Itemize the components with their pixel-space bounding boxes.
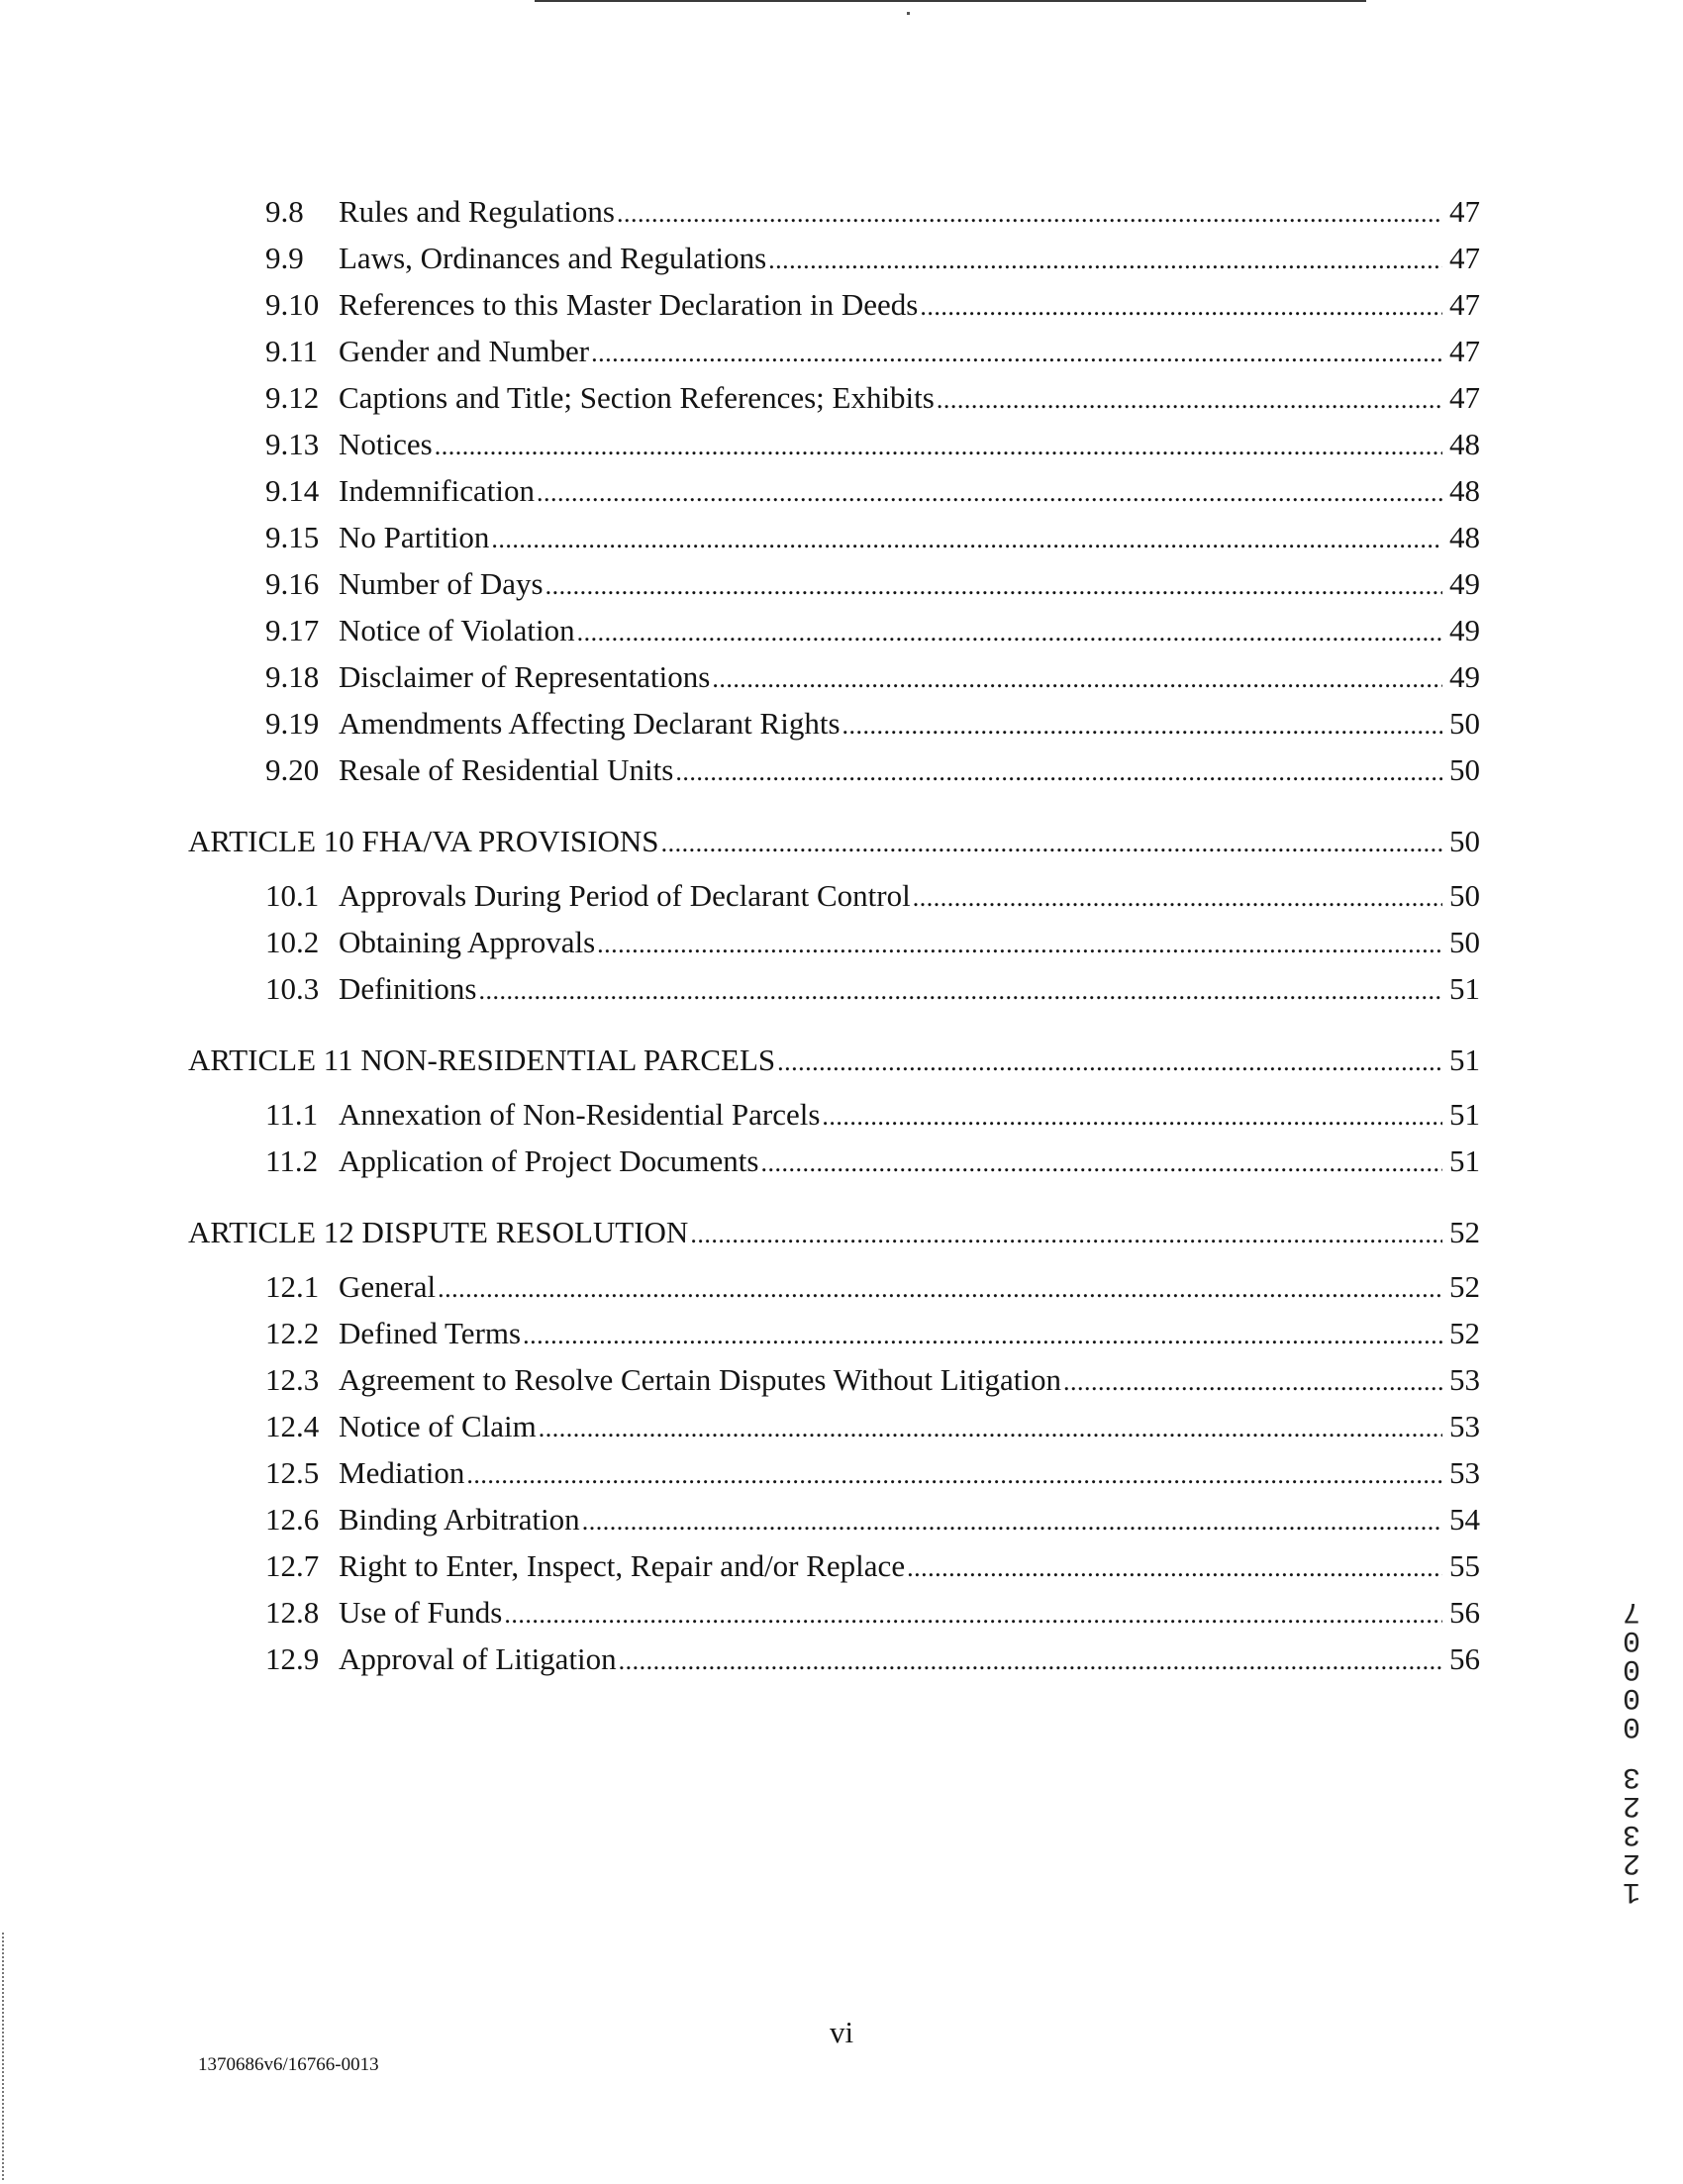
dot-leader — [479, 965, 1443, 1014]
section-number: 11.2 — [265, 1143, 319, 1178]
entry-title: Definitions — [339, 971, 477, 1006]
dot-leader — [661, 818, 1442, 866]
section-number: 9.11 — [265, 334, 319, 368]
section-number: 9.10 — [265, 287, 320, 322]
page-reference: 48 — [1449, 473, 1480, 508]
page-reference: 49 — [1449, 566, 1480, 601]
dot-leader — [577, 607, 1442, 655]
dot-leader — [768, 235, 1442, 283]
toc-section-entry — [188, 1138, 1480, 1184]
stamp-digit: 2 — [1623, 1845, 1641, 1879]
dot-leader — [537, 467, 1442, 516]
toc-section-entry — [188, 965, 1480, 1012]
dot-leader — [591, 328, 1442, 376]
entry-title: Laws, Ordinances and Regulations — [339, 241, 767, 275]
page-reference: 52 — [1449, 1215, 1480, 1249]
dot-leader — [438, 1263, 1442, 1312]
toc-section-entry — [188, 1356, 1480, 1403]
entry-title: Captions and Title; Section References; Exhibits — [339, 380, 935, 415]
dot-leader — [619, 1636, 1442, 1684]
entry-title: Approvals During Period of Declarant Control — [339, 878, 911, 913]
entry-title: Application of Project Documents — [339, 1143, 759, 1178]
section-number: 10.2 — [265, 925, 320, 959]
section-number: 12.1 — [265, 1269, 320, 1304]
toc-article-entry — [188, 1037, 1480, 1083]
entry-title: Use of Funds — [339, 1595, 503, 1630]
section-number: 9.8 — [265, 194, 304, 229]
section-number: 12.8 — [265, 1595, 320, 1630]
page-reference: 51 — [1449, 971, 1480, 1006]
entry-title: Amendments Affecting Declarant Rights — [339, 706, 841, 741]
page-reference: 49 — [1449, 613, 1480, 647]
section-number: 11.1 — [265, 1097, 319, 1132]
dot-leader — [690, 1209, 1442, 1257]
page-reference: 52 — [1449, 1269, 1480, 1304]
dot-leader — [937, 374, 1442, 423]
section-number: 12.3 — [265, 1362, 320, 1397]
stamp-digit: 0 — [1623, 1651, 1641, 1685]
dot-leader — [907, 1542, 1442, 1591]
entry-title: Notice of Violation — [339, 613, 575, 647]
section-number: 9.18 — [265, 659, 320, 694]
page-reference: 56 — [1449, 1641, 1480, 1676]
toc-section-entry — [188, 1542, 1480, 1589]
entry-title: Approval of Litigation — [339, 1641, 617, 1676]
entry-title: General — [339, 1269, 437, 1304]
dot-leader — [1063, 1356, 1442, 1405]
entry-title: References to this Master Declaration in Deeds — [339, 287, 919, 322]
section-number: 9.19 — [265, 706, 320, 741]
page-reference: 51 — [1449, 1143, 1480, 1178]
toc-section-entry — [188, 1403, 1480, 1449]
page-reference: 47 — [1449, 194, 1480, 229]
toc-section-entry — [188, 1636, 1480, 1682]
stamp-digit: 0 — [1623, 1709, 1641, 1742]
entry-title: ARTICLE 10 FHA/VA PROVISIONS — [188, 824, 659, 858]
dot-leader — [842, 700, 1442, 748]
dot-leader — [523, 1310, 1442, 1358]
toc-section-entry — [188, 653, 1480, 700]
dot-leader — [617, 188, 1442, 237]
toc-section-entry — [188, 1496, 1480, 1542]
page-reference: 50 — [1449, 925, 1480, 959]
dot-leader — [913, 872, 1442, 921]
toc-section-entry — [188, 700, 1480, 746]
page-reference: 48 — [1449, 427, 1480, 461]
entry-title: Gender and Number — [339, 334, 590, 368]
entry-title: Defined Terms — [339, 1316, 522, 1350]
page-reference: 47 — [1449, 334, 1480, 368]
entry-title: Disclaimer of Representations — [339, 659, 711, 694]
entry-title: ARTICLE 11 NON-RESIDENTIAL PARCELS — [188, 1042, 776, 1077]
section-number: 9.12 — [265, 380, 320, 415]
section-number: 12.9 — [265, 1641, 320, 1676]
stamp-digit: 0 — [1623, 1680, 1641, 1714]
section-number: 9.14 — [265, 473, 320, 508]
section-number: 10.1 — [265, 878, 320, 913]
top-scan-rule — [535, 0, 1366, 2]
entry-title: Resale of Residential Units — [339, 752, 674, 787]
page-reference: 51 — [1449, 1042, 1480, 1077]
table-of-contents — [188, 188, 1480, 1682]
entry-title: Indemnification — [339, 473, 535, 508]
section-number: 12.5 — [265, 1455, 320, 1490]
page-reference: 47 — [1449, 287, 1480, 322]
recording-stamp — [1612, 1594, 1651, 1908]
toc-section-entry — [188, 919, 1480, 965]
entry-title: Number of Days — [339, 566, 544, 601]
page-reference: 51 — [1449, 1097, 1480, 1132]
section-number: 10.3 — [265, 971, 320, 1006]
page-reference: 49 — [1449, 659, 1480, 694]
section-number: 12.2 — [265, 1316, 320, 1350]
toc-section-entry — [188, 374, 1480, 421]
section-number: 9.20 — [265, 752, 320, 787]
entry-title: ARTICLE 12 DISPUTE RESOLUTION — [188, 1215, 689, 1249]
dot-leader — [504, 1589, 1442, 1638]
section-number: 9.9 — [265, 241, 304, 275]
page-reference: 54 — [1449, 1502, 1480, 1537]
stamp-digit — [1612, 1739, 1651, 1761]
dot-leader — [597, 919, 1442, 967]
page-reference: 55 — [1449, 1548, 1480, 1583]
margin-scan-marks — [2, 1933, 7, 2180]
page-reference: 50 — [1449, 752, 1480, 787]
dot-leader — [920, 281, 1442, 330]
dot-leader — [466, 1449, 1442, 1498]
toc-section-entry — [188, 560, 1480, 607]
stamp-digit: 3 — [1623, 1759, 1641, 1793]
toc-section-entry — [188, 281, 1480, 328]
section-number: 9.13 — [265, 427, 320, 461]
stamp-digit: 1 — [1623, 1874, 1641, 1908]
dot-leader — [582, 1496, 1442, 1544]
dot-leader — [760, 1138, 1442, 1186]
toc-section-entry — [188, 188, 1480, 235]
toc-section-entry — [188, 607, 1480, 653]
page-reference: 53 — [1449, 1409, 1480, 1443]
toc-article-entry — [188, 1209, 1480, 1255]
toc-section-entry — [188, 1310, 1480, 1356]
entry-title: No Partition — [339, 520, 490, 554]
entry-title: Obtaining Approvals — [339, 925, 596, 959]
entry-title: Annexation of Non-Residential Parcels — [339, 1097, 821, 1132]
toc-section-entry — [188, 1263, 1480, 1310]
stamp-digit: 0 — [1623, 1623, 1641, 1656]
section-number: 9.16 — [265, 566, 320, 601]
page-reference: 53 — [1449, 1455, 1480, 1490]
entry-title: Mediation — [339, 1455, 465, 1490]
entry-title: Notice of Claim — [339, 1409, 537, 1443]
scan-speck — [907, 12, 910, 15]
page-number: vi — [829, 2015, 854, 2049]
dot-leader — [491, 514, 1442, 562]
entry-title: Rules and Regulations — [339, 194, 615, 229]
page-reference: 47 — [1449, 380, 1480, 415]
dot-leader — [675, 746, 1442, 795]
page-reference: 50 — [1449, 706, 1480, 741]
toc-section-entry — [188, 1091, 1480, 1138]
toc-section-entry — [188, 872, 1480, 919]
dot-leader — [777, 1037, 1442, 1085]
document-id: 1370686v6/16766-0013 — [198, 2054, 379, 2075]
section-number: 12.7 — [265, 1548, 320, 1583]
page-reference: 48 — [1449, 520, 1480, 554]
page-reference: 53 — [1449, 1362, 1480, 1397]
page-reference: 50 — [1449, 878, 1480, 913]
toc-section-entry — [188, 514, 1480, 560]
stamp-digit: 2 — [1623, 1788, 1641, 1822]
toc-section-entry — [188, 746, 1480, 793]
toc-section-entry — [188, 235, 1480, 281]
dot-leader — [712, 653, 1442, 702]
toc-article-entry — [188, 818, 1480, 864]
entry-title: Right to Enter, Inspect, Repair and/or Replace — [339, 1548, 906, 1583]
page-reference: 50 — [1449, 824, 1480, 858]
stamp-digit: 7 — [1623, 1594, 1641, 1628]
dot-leader — [435, 421, 1442, 469]
section-number: 9.17 — [265, 613, 320, 647]
toc-section-entry — [188, 467, 1480, 514]
page-reference: 56 — [1449, 1595, 1480, 1630]
entry-title: Notices — [339, 427, 433, 461]
page-reference: 52 — [1449, 1316, 1480, 1350]
page-reference: 47 — [1449, 241, 1480, 275]
section-number: 12.4 — [265, 1409, 320, 1443]
section-number: 12.6 — [265, 1502, 320, 1537]
dot-leader — [822, 1091, 1442, 1140]
dot-leader — [539, 1403, 1442, 1451]
dot-leader — [545, 560, 1442, 609]
stamp-digit: 3 — [1623, 1817, 1641, 1850]
entry-title: Binding Arbitration — [339, 1502, 580, 1537]
entry-title: Agreement to Resolve Certain Disputes Without Litigation — [339, 1362, 1061, 1397]
toc-section-entry — [188, 1589, 1480, 1636]
section-number: 9.15 — [265, 520, 320, 554]
toc-section-entry — [188, 421, 1480, 467]
toc-section-entry — [188, 1449, 1480, 1496]
toc-section-entry — [188, 328, 1480, 374]
